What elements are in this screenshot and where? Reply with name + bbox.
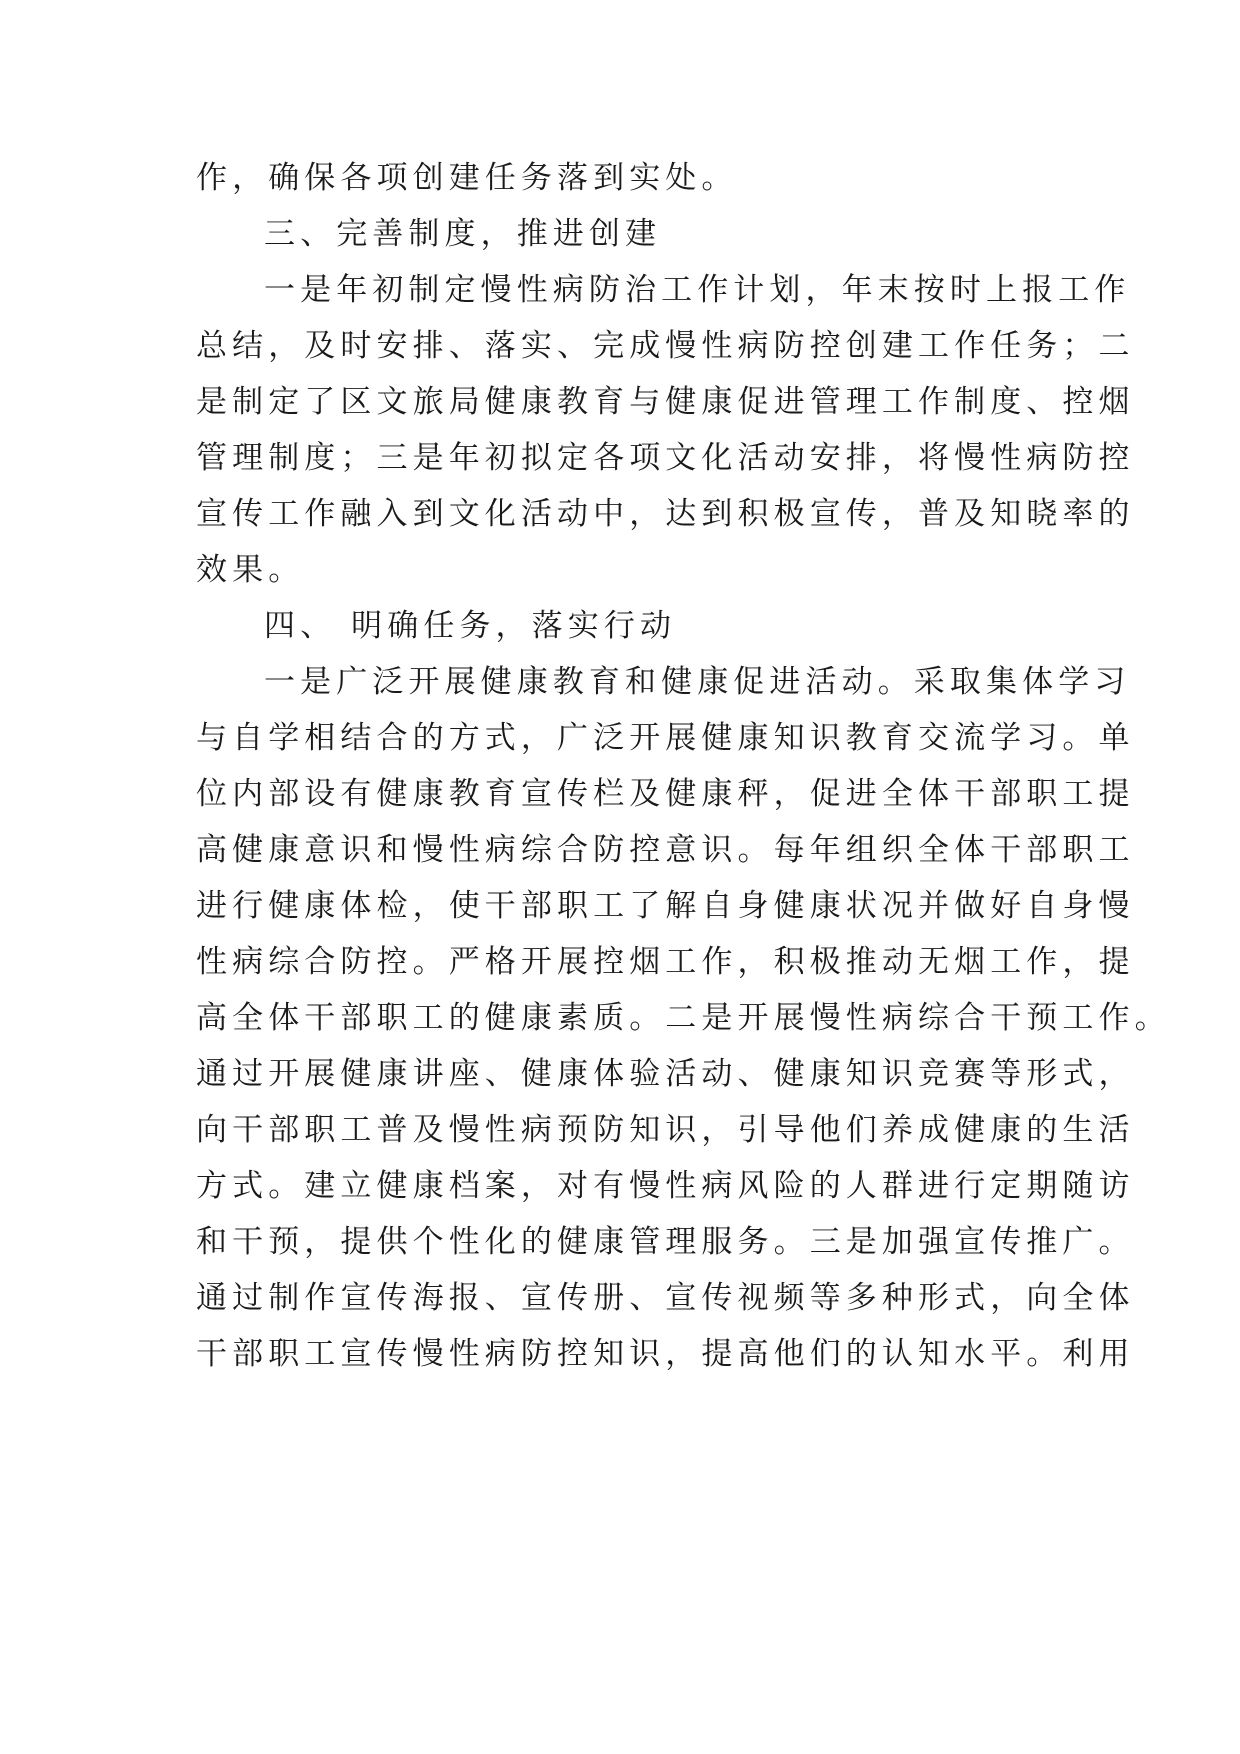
paragraph-line: 作，确保各项创建任务落到实处。 — [196, 160, 738, 196]
paragraph-line: 方式。建立健康档案，对有慢性病风险的人群进行定期随访 — [196, 1168, 1135, 1204]
paragraph-line: 高健康意识和慢性病综合防控意识。每年组织全体干部职工 — [196, 832, 1135, 868]
paragraph-line: 通过制作宣传海报、宣传册、宣传视频等多种形式，向全体 — [196, 1280, 1135, 1316]
paragraph-line: 高全体干部职工的健康素质。二是开展慢性病综合干预工作。 — [196, 1000, 1171, 1036]
paragraph-line: 宣传工作融入到文化活动中，达到积极宣传，普及知晓率的 — [196, 496, 1135, 532]
paragraph-line: 管理制度；三是年初拟定各项文化活动安排，将慢性病防控 — [196, 440, 1135, 476]
document-body — [196, 150, 1171, 1382]
paragraph-line: 通过开展健康讲座、健康体验活动、健康知识竞赛等形式， — [196, 1056, 1135, 1092]
paragraph-line: 向干部职工普及慢性病预防知识，引导他们养成健康的生活 — [196, 1112, 1135, 1148]
paragraph-line: 性病综合防控。严格开展控烟工作，积极推动无烟工作，提 — [196, 944, 1135, 980]
section-heading-3: 三、完善制度，推进创建 — [264, 216, 662, 252]
section-heading-4: 四、 明确任务，落实行动 — [264, 608, 677, 644]
paragraph-line: 进行健康体检，使干部职工了解自身健康状况并做好自身慢 — [196, 888, 1135, 924]
paragraph-line: 与自学相结合的方式，广泛开展健康知识教育交流学习。单 — [196, 720, 1135, 756]
paragraph-line: 总结，及时安排、落实、完成慢性病防控创建工作任务；二 — [196, 328, 1135, 364]
paragraph-line: 和干预，提供个性化的健康管理服务。三是加强宣传推广。 — [196, 1224, 1135, 1260]
paragraph-line: 一是广泛开展健康教育和健康促进活动。采取集体学习 — [264, 664, 1131, 700]
paragraph-line: 一是年初制定慢性病防治工作计划，年末按时上报工作 — [264, 272, 1131, 308]
paragraph-line: 是制定了区文旅局健康教育与健康促进管理工作制度、控烟 — [196, 384, 1135, 420]
paragraph-line: 位内部设有健康教育宣传栏及健康秤，促进全体干部职工提 — [196, 776, 1135, 812]
paragraph-line: 干部职工宣传慢性病防控知识，提高他们的认知水平。利用 — [196, 1336, 1135, 1372]
paragraph-line: 效果。 — [196, 552, 305, 588]
